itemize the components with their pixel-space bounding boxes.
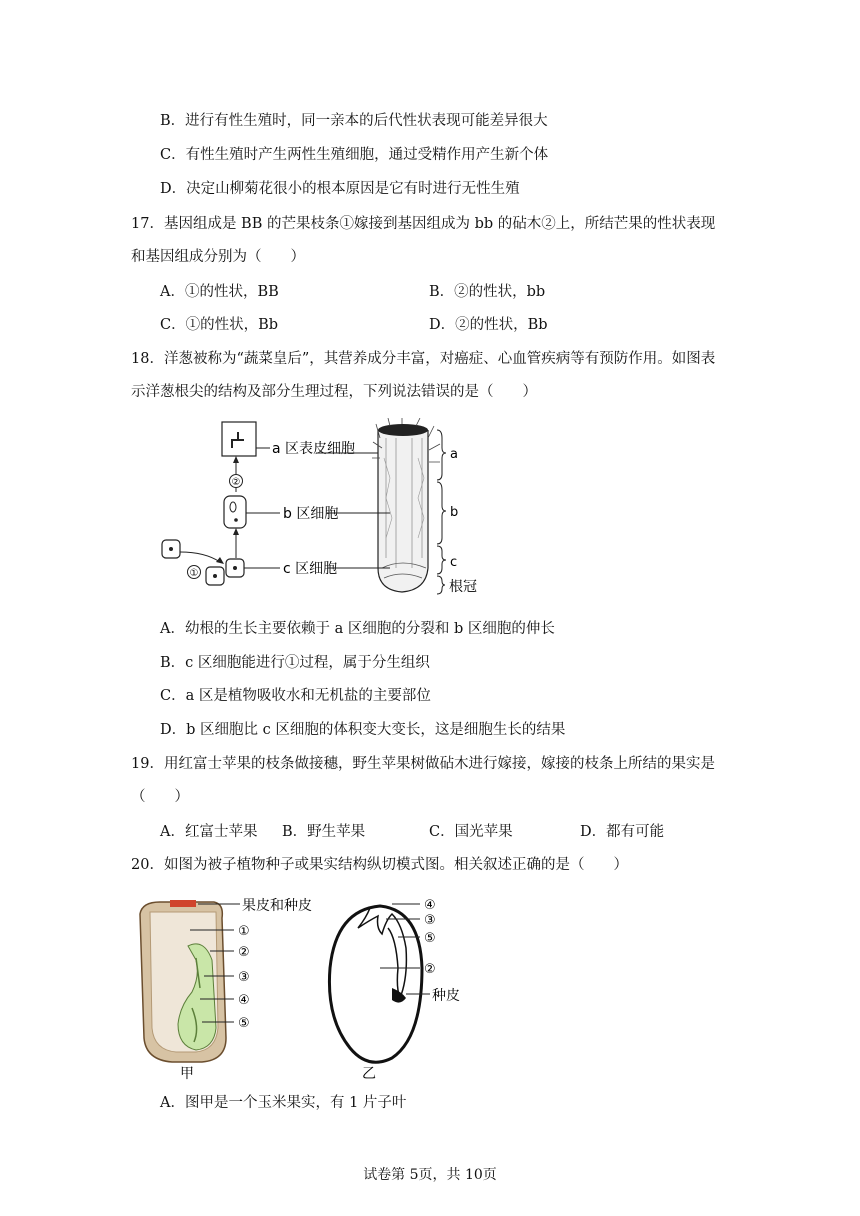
jia-caption: 甲 (180, 1066, 194, 1080)
yi-label-2: ② (424, 962, 436, 977)
q18-option-d: D．b 区细胞比 c 区细胞的体积变大变长，这是细胞生长的结果 (160, 722, 566, 738)
q19-stem-line2: （ ） (131, 789, 189, 805)
jia-label-5: ⑤ (238, 1016, 250, 1031)
b-zone-cell (224, 496, 246, 528)
q16-option-d: D．决定山柳菊花很小的根本原因是它有时进行无性生殖 (160, 181, 520, 197)
root-cap-label: 根冠 (449, 579, 477, 595)
q20-stem: 20．如图为被子植物种子或果实结构纵切模式图。相关叙述正确的是（ ） (131, 857, 628, 873)
root-tip-drawing (372, 418, 440, 592)
jia-label-4: ④ (238, 993, 250, 1008)
q17-option-a: A．①的性状，BB (160, 284, 279, 300)
q19-option-a: A．红富士苹果 (160, 824, 258, 840)
q17-stem-line1: 17．基因组成是 BB 的芒果枝条①嫁接到基因组成为 bb 的砧木②上，所结芒果的性状表现 (131, 216, 716, 232)
q18-stem-line2: 示洋葱根尖的结构及部分生理过程，下列说法错误的是（ ） (131, 384, 537, 400)
label-num-2: ② (231, 477, 241, 488)
q18-option-c: C．a 区是植物吸收水和无机盐的主要部位 (160, 688, 431, 704)
jia-label-3: ③ (238, 970, 250, 985)
q19-option-b: B．野生苹果 (282, 824, 366, 840)
q18-option-b: B．c 区细胞能进行①过程，属于分生组织 (160, 655, 430, 671)
page-footer: 试卷第 5页，共 10页 (363, 1167, 497, 1183)
q19-stem-line1: 19．用红富士苹果的枝条做接穗，野生苹果树做砧木进行嫁接，嫁接的枝条上所结的果实是 (131, 756, 715, 772)
jia-label-2: ② (238, 945, 250, 960)
q19-option-c: C．国光苹果 (429, 824, 513, 840)
zone-c-label: c (450, 555, 458, 570)
q17-option-c: C．①的性状，Bb (160, 317, 279, 333)
yi-label-5: ⑤ (424, 931, 436, 946)
seed-figure (130, 888, 480, 1080)
yi-seed-coat-label: 种皮 (432, 988, 460, 1004)
q17-stem-line2: 和基因组成分别为（ ） (131, 249, 305, 265)
zone-b-label: b (450, 505, 459, 520)
q17-option-d: D．②的性状，Bb (429, 317, 548, 333)
q18-option-a: A．幼根的生长主要依赖于 a 区细胞的分裂和 b 区细胞的伸长 (160, 621, 555, 637)
label-c-zone-cell: c 区细胞 (283, 561, 338, 577)
label-num-1: ① (189, 568, 199, 579)
q16-option-b: B．进行有性生殖时，同一亲本的后代性状表现可能差异很大 (160, 113, 548, 129)
corn-kernel-jia (140, 900, 226, 1062)
label-a-zone-cell: a 区表皮细胞 (272, 441, 356, 457)
bean-seed-yi (329, 906, 422, 1062)
q18-stem-line1: 18．洋葱被称为“蔬菜皇后”，其营养成分丰富，对癌症、心血管疾病等有预防作用。如图表 (131, 351, 716, 367)
q17-option-b: B．②的性状，bb (429, 284, 546, 300)
root-hair-sketch (232, 432, 244, 448)
yi-caption: 乙 (362, 1066, 376, 1080)
q16-option-c: C．有性生殖时产生两性生殖细胞，通过受精作用产生新个体 (160, 147, 549, 163)
label-b-zone-cell: b 区细胞 (283, 506, 339, 522)
root-tip-figure (150, 418, 490, 598)
label-pericarp-seed-coat: 果皮和种皮 (242, 898, 312, 914)
q20-option-a: A．图甲是一个玉米果实，有 1 片子叶 (160, 1095, 407, 1111)
q19-option-d: D．都有可能 (580, 824, 665, 840)
yi-label-3: ③ (424, 913, 436, 928)
jia-label-1: ① (238, 924, 250, 939)
yi-label-4: ④ (424, 898, 436, 913)
zone-a-label: a (450, 447, 458, 462)
